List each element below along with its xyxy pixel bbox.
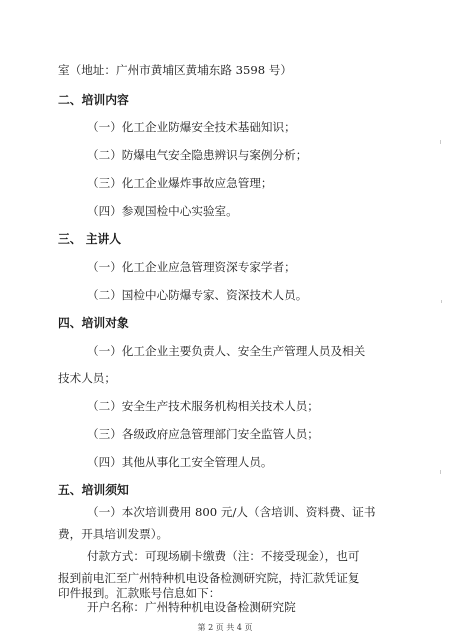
scan-mark	[440, 140, 441, 144]
section-2-item: （三）化工企业爆炸事故应急管理；	[87, 176, 273, 190]
payment-line: 付款方式：可现场刷卡缴费（注：不接受现金），也可	[87, 549, 360, 563]
section-4-item: （一）化工企业主要负责人、安全生产管理人员及相关	[87, 344, 366, 358]
section-2-item: （四）参观国检中心实验室。	[87, 204, 238, 218]
address-line: 室（地址：广州市黄埔区黄埔东路 3598 号）	[58, 63, 292, 77]
section-2-item: （二）防爆电气安全隐患辨识与案例分析；	[87, 148, 308, 162]
section-3-item: （一）化工企业应急管理资深专家学者；	[87, 260, 296, 274]
section-4-item: （四）其他从事化工安全管理人员。	[87, 455, 273, 469]
section-5-line: 费，开具培训发票）。	[58, 527, 169, 541]
section-2-heading: 二、培训内容	[58, 93, 129, 107]
section-2-item: （一）化工企业防爆安全技术基础知识；	[87, 120, 296, 134]
scan-mark	[440, 470, 441, 474]
payment-line: 印件报到。汇款账号信息如下：	[58, 586, 221, 600]
section-3-item: （二）国检中心防爆专家、资深技术人员。	[87, 288, 308, 302]
section-3-heading: 三、 主讲人	[58, 232, 122, 246]
section-5-line: （一）本次培训费用 800 元/人（含培训、资料费、证书	[87, 505, 376, 519]
section-4-item: （二）安全生产技术服务机构相关技术人员；	[87, 399, 319, 413]
section-4-item: （三）各级政府应急管理部门安全监管人员；	[87, 427, 319, 441]
scan-mark	[441, 300, 442, 303]
account-name-line: 开户名称：广州特种机电设备检测研究院	[87, 600, 296, 614]
page-footer: 第 2 页 共 4 页	[197, 623, 253, 632]
payment-line: 报到前电汇至广州特种机电设备检测研究院，持汇款凭证复	[58, 571, 360, 585]
section-4-heading: 四、培训对象	[58, 316, 129, 330]
section-5-heading: 五、培训须知	[58, 483, 129, 497]
section-4-item-continued: 技术人员；	[58, 371, 116, 385]
